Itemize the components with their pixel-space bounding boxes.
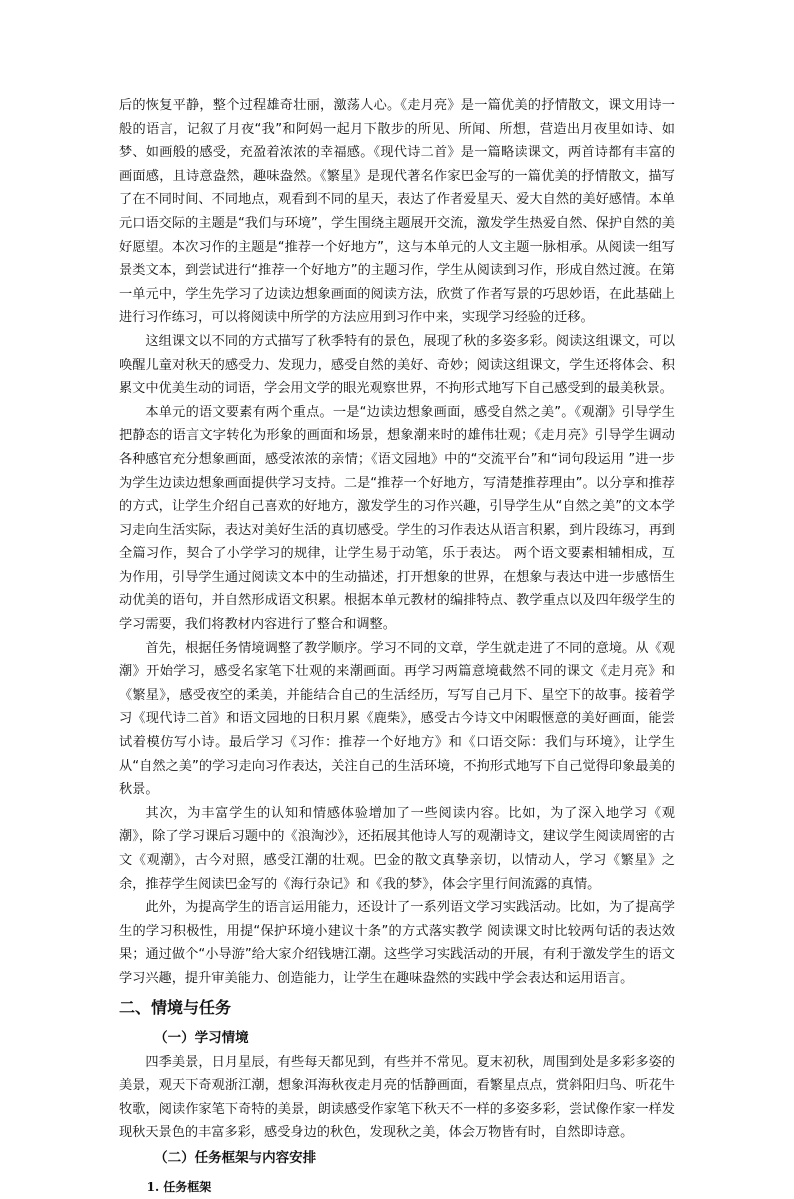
paragraph-autumn-scenery: 这组课文以不同的方式描写了秋季特有的景色，展现了秋的多姿多彩。阅读这组课文，可以唤醒儿童对秋天的感受力、发现力，感受自然的美好、奇妙；阅读这组课文，学生还将体会、积累文中优美生动的词语，学会用文学的眼光观察世界，不拘形式地写下自己感受到的最美秋景。 — [119, 333, 675, 397]
section-heading-context-tasks: 二、情境与任务 — [119, 997, 232, 1017]
subheading-task-framework: （二）任务框架与内容安排 — [154, 1149, 317, 1166]
paragraph-intro-continued: 后的恢复平静，整个过程雄奇壮丽，激荡人心。《走月亮》是一篇优美的抒情散文，课文用诗一般的语言，记叙了月夜“我”和阿妈一起月下散步的所见、所闻、所想，营造出月夜里如诗、如梦、如画般的感受，充盈着浓浓的幸福感。《现代诗二首》是一篇略读课文，两首诗都有丰富的画面感，且诗意盎然，趣味盎然。《繁星》是现代著名作家巴金写的一篇优美的抒情散文，描写了在不同时间、不同地点，观看到不同的星天，表达了作者爱星天、爱大自然的美好感情。本单元口语交际的主题是“我们与环境”，学生围绕主题展开交流，激发学生热爱自然、保护自然的美好愿望。本次习作的主题是“推荐一个好地方”，这与本单元的人文主题一脉相承。从阅读一组写景类文本，到尝试进行“推荐一个好地方”的主题习作，学生从阅读到习作，形成自然过渡。在第一单元中，学生先学习了边读边想象画面的阅读方法，欣赏了作者写景的巧思妙语，在此基础上进行习作练习，可以将阅读中所学的方法应用到习作中来，实现学习经验的迁移。 — [119, 98, 675, 326]
subheading-learning-context: （一）学习情境 — [154, 1029, 249, 1046]
document-page — [119, 94, 675, 1199]
paragraph-practice-activities: 此外，为提高学生的语言运用能力，还设计了一系列语文学习实践活动。比如，为了提高学生的学习积极性，用提“保护环境小建议十条”的方式落实教学 阅读课文时比较两句话的表达效果；通过做个“小导游”给大家介绍钱塘江潮。这些学习实践活动的开展，有利于激发学生的语文学习兴趣，提升审美能力、创造能力，让学生在趣味盎然的实践中学会表达和运用语言。 — [119, 900, 675, 986]
paragraph-learning-context: 四季美景，日月星辰，有些每天都见到，有些并不常见。夏末初秋，周围到处是多彩多姿的美景，观天下奇观浙江潮，想象洱海秋夜走月亮的恬静画面，看繁星点点，赏斜阳归鸟、听花牛牧歌，阅读作家笔下奇特的美景，朗读感受作家笔下秋天不一样的多姿多彩，尝试像作家一样发现秋天景色的丰富多彩，感受身边的秋色，发现秋之美，体会万物皆有时，自然即诗意。 — [119, 1054, 675, 1141]
paragraph-teaching-order: 首先，根据任务情境调整了教学顺序。学习不同的文章，学生就走进了不同的意境。从《观潮》开始学习，感受名家笔下壮观的来潮画面。再学习两篇意境截然不同的课文《走月亮》和《繁星》，感受夜空的柔美，并能结合自己的生活经历，写写自己月下、星空下的故事。接着学习《现代诗二首》和语文园地的日积月累《鹿柴》，感受古今诗文中闲暇惬意的美好画面，能尝试着模仿写小诗。最后学习《习作：推荐一个好地方》和《口语交际：我们与环境》，让学生从“自然之美”的学习走向习作表达，关注自己的生活环境，不拘形式地写下自己觉得印象最美的秋景。 — [119, 640, 675, 798]
subheading-task-framework-item: 1. 任务框架 — [146, 1179, 212, 1194]
paragraph-language-elements: 本单元的语文要素有两个重点。一是“边读边想象画面，感受自然之美”。《观潮》引导学生把静态的语言文字转化为形象的画面和场景，想象潮来时的雄伟壮观；《走月亮》引导学生调动各种感官充分想象画面，感受浓浓的亲情；《语文园地》中的“交流平台”和“词句段运用 ”进一步为学生边读边想象画面提供学习支持。二是“推荐一个好地方，写清楚推荐理由”。以分享和推荐的方式，让学生介绍自己喜欢的好地方，激发学生的习作兴趣，引导学生从“自然之美”的文本学习走向生活实际，表达对美好生活的真切感受。学生的习作表达从语言积累，到片段练习，再到全篇习作，契合了小学学习的规律，让学生易于动笔，乐于表达。 两个语文要素相辅相成，互为作用，引导学生通过阅读文本中的生动描述，打开想象的世界，在想象与表达中进一步感悟生动优美的语句，并自然形成语文积累。根据本单元教材的编排特点、教学重点以及四年级学生的学习需要，我们将教材内容进行了整合和调整。 — [119, 404, 675, 633]
paragraph-extra-reading: 其次，为丰富学生的认知和情感体验增加了一些阅读内容。比如，为了深入地学习《观潮》，除了学习课后习题中的《浪淘沙》，还拓展其他诗人写的观潮诗文，建议学生阅读周密的古文《观潮》，古今对照，感受江潮的壮观。巴金的散文真挚亲切，以情动人，学习《繁星》之余，推荐学生阅读巴金写的《海行杂记》和《我的梦》，体会字里行间流露的真情。 — [119, 805, 675, 892]
